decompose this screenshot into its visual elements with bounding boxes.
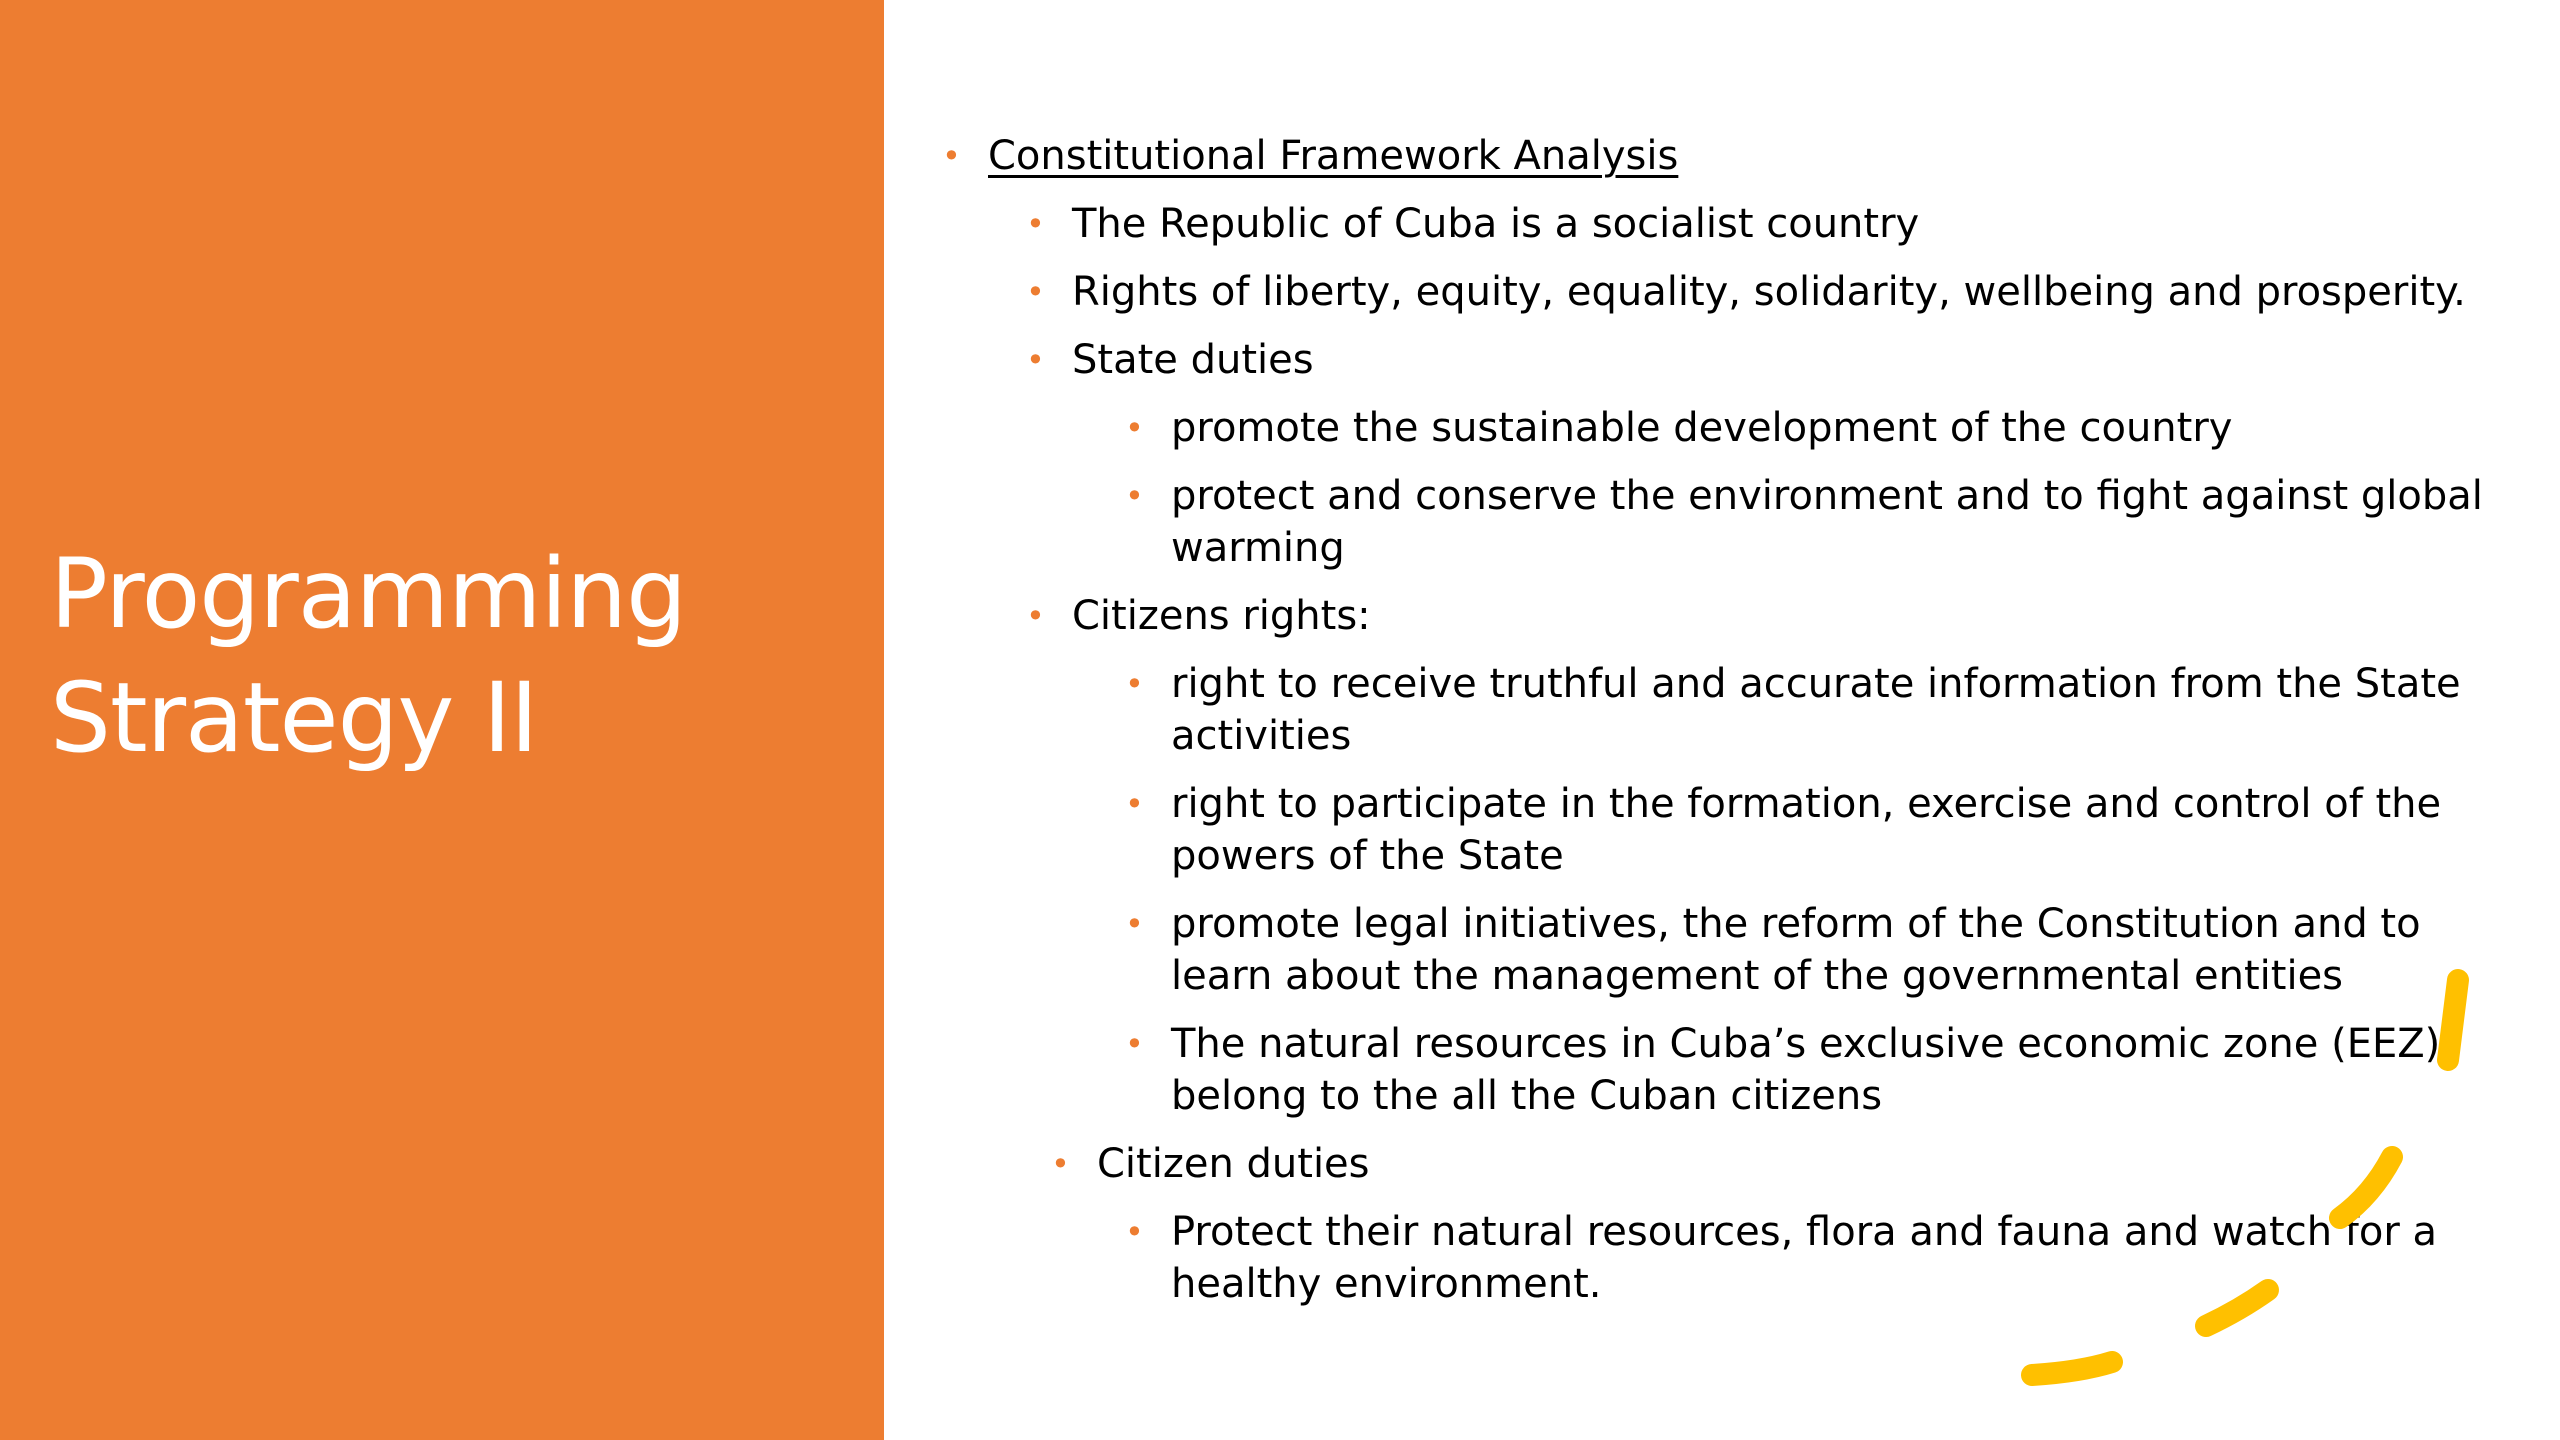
list-item-text: protect and conserve the environment and to fight against global warming [1171, 473, 2483, 571]
bullet-icon: • [1026, 205, 1045, 243]
bullet-icon: • [1125, 905, 1144, 943]
bullet-icon: • [1125, 477, 1144, 515]
bullet-icon: • [1125, 409, 1144, 447]
bullet-icon: • [1026, 341, 1045, 379]
dash-segment [2448, 980, 2458, 1060]
title-line-2: Strategy II [50, 662, 538, 774]
list-item-text: Rights of liberty, equity, equality, solidarity, wellbeing and prosperity. [1072, 269, 2466, 315]
list-item-text: right to participate in the formation, exercise and control of the powers of the State [1171, 781, 2442, 879]
bullet-icon: • [1125, 1025, 1144, 1063]
bullet-icon: • [1026, 597, 1045, 635]
list-item-text: The natural resources in Cuba’s exclusive economic zone (EEZ) belong to the all the Cuban citizens [1171, 1021, 2441, 1119]
bullet-icon: • [1125, 1213, 1144, 1251]
title-line-1: Programming [50, 538, 687, 650]
list-item-text: promote legal initiatives, the reform of the Constitution and to learn about the management of the governmental entities [1171, 901, 2421, 999]
decoration-strokes [2032, 980, 2458, 1375]
bullet-icon: • [1125, 665, 1144, 703]
list-item-text: State duties [1072, 337, 1314, 383]
bullet-icon: • [942, 137, 961, 175]
dash-segment [2340, 1157, 2392, 1218]
list-item-text: Citizen duties [1097, 1141, 1370, 1187]
bullet-icon: • [1125, 785, 1144, 823]
list-item-text: Protect their natural resources, flora and fauna and watch for a healthy environment. [1171, 1209, 2438, 1307]
list-item-text: Citizens rights: [1072, 593, 1371, 639]
bullet-icon: • [1051, 1145, 1070, 1183]
section-heading: Constitutional Framework Analysis [988, 133, 1679, 179]
list-item-text: right to receive truthful and accurate information from the State activities [1171, 661, 2461, 759]
list-item-text: The Republic of Cuba is a socialist country [1072, 201, 1920, 247]
list-item-text: promote the sustainable development of the country [1171, 405, 2233, 451]
dash-segment [2206, 1290, 2268, 1326]
dash-segment [2032, 1362, 2112, 1375]
bullet-icon: • [1026, 273, 1045, 311]
